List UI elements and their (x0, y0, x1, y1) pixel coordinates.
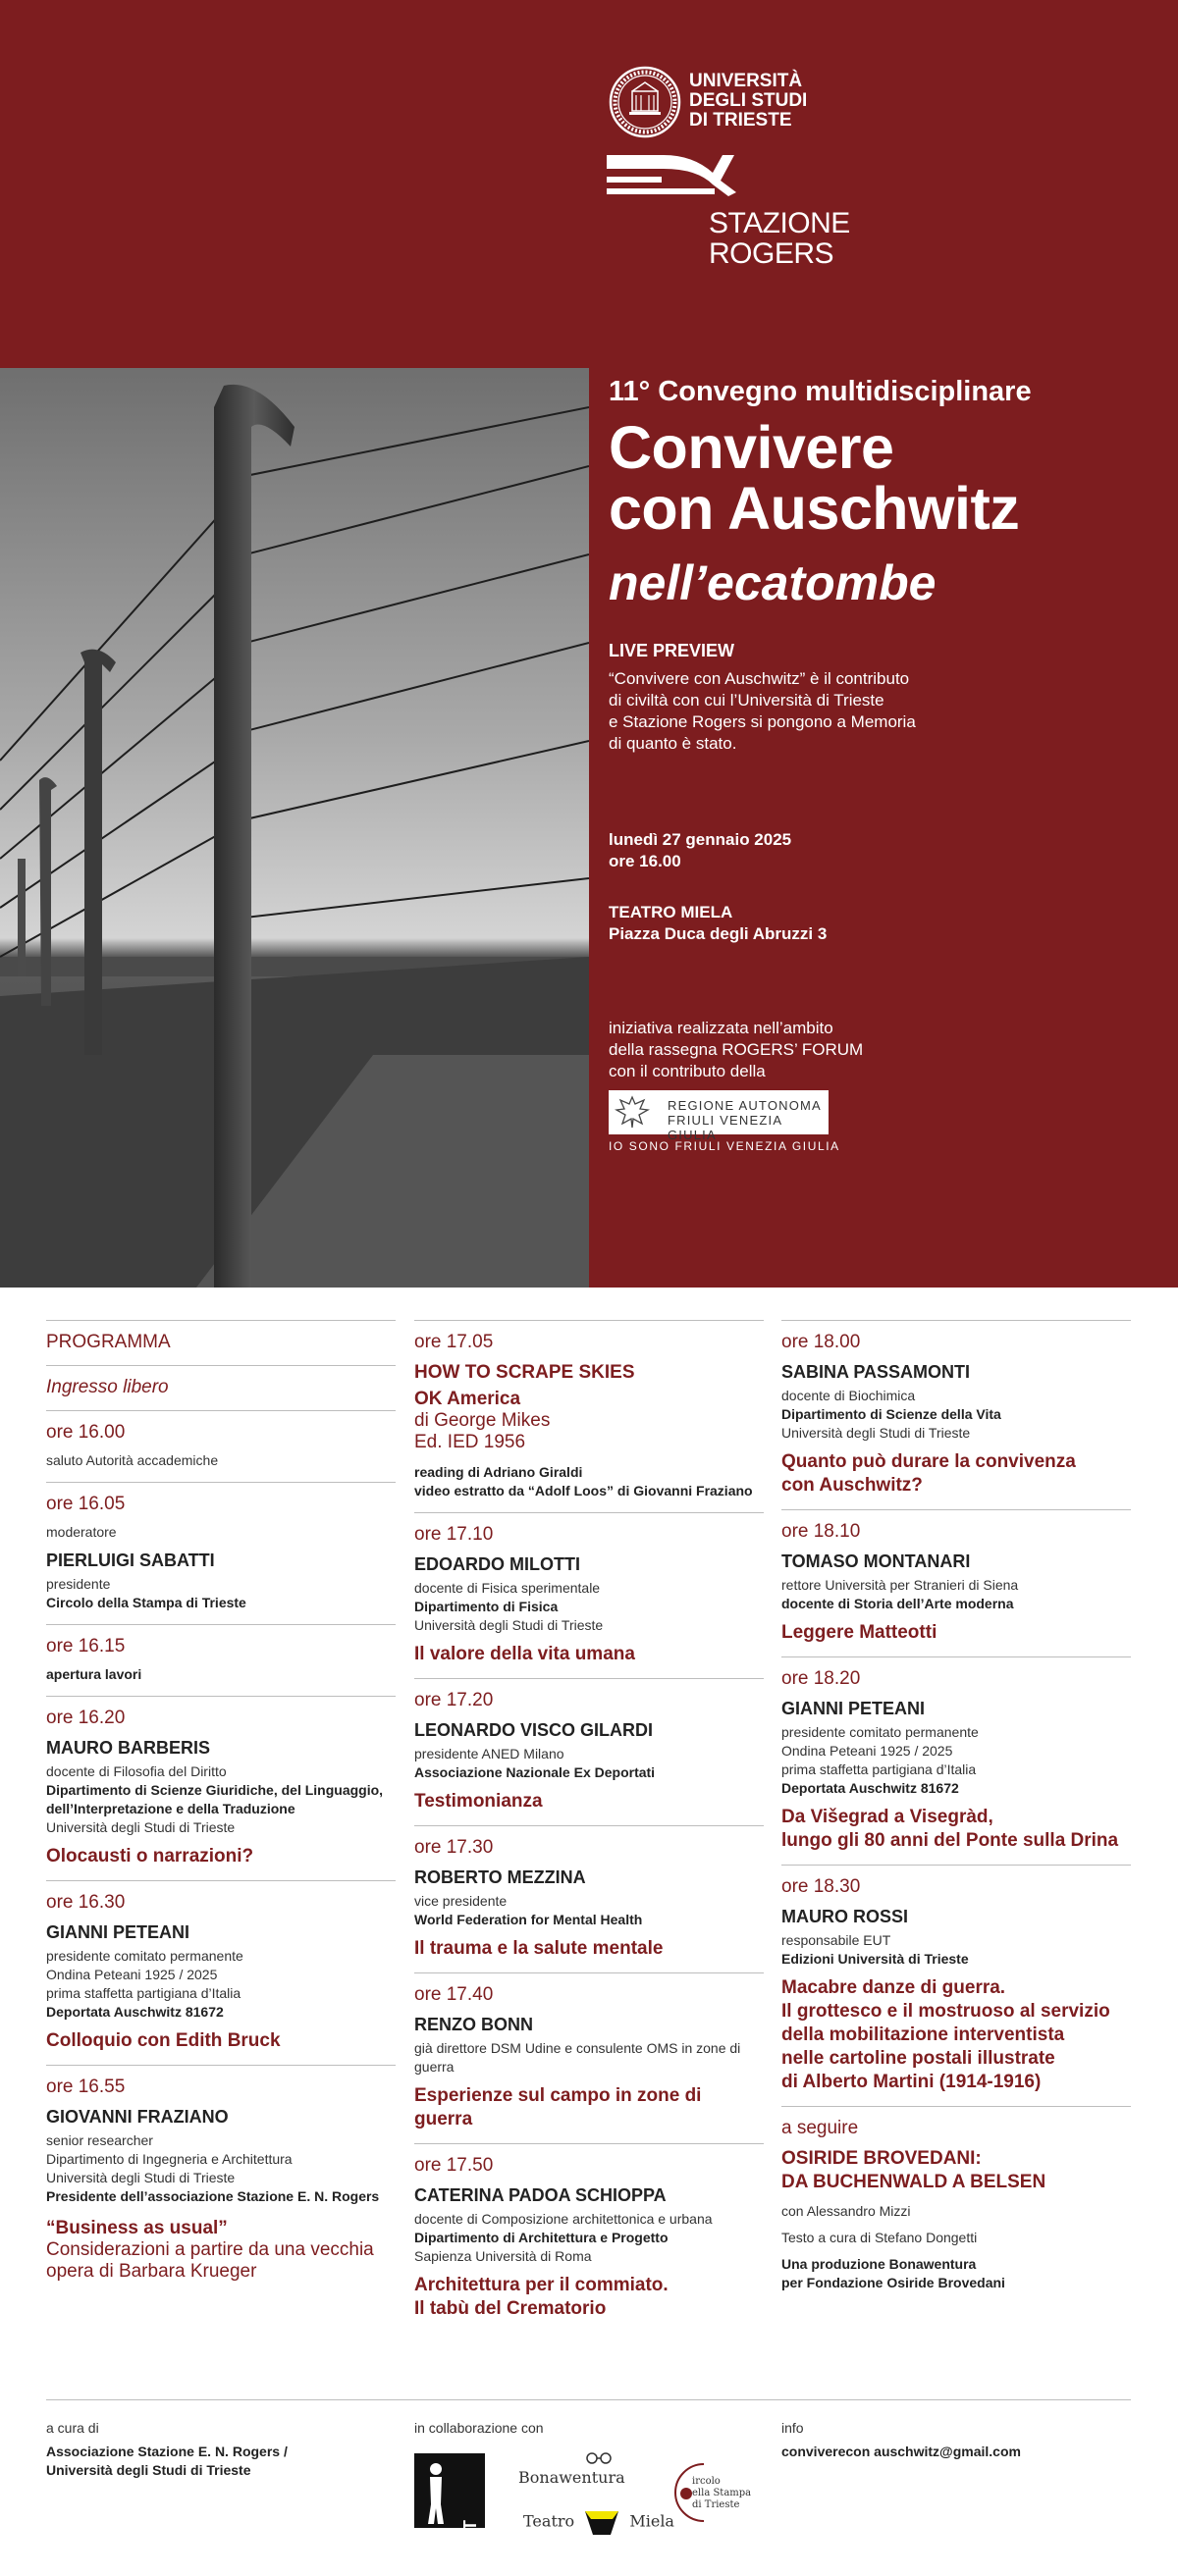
talk-subtitle: Considerazioni a partire da una vecchia (46, 2239, 374, 2260)
item-heading: DA BUCHENWALD A BELSEN (781, 2172, 1046, 2192)
eut-logo (414, 2453, 485, 2555)
entry-note (46, 1365, 396, 1410)
event-date (609, 829, 791, 872)
talk-subtitle: opera di Barbara Krueger (46, 2261, 257, 2282)
speaker-desc: presidente comitato permanente (781, 1724, 979, 1740)
talk-title: Testimonianza (414, 1791, 543, 1812)
speaker-name: GIANNI PETEANI (781, 1699, 926, 1718)
speaker-org: World Federation for Mental Health (414, 1912, 643, 1927)
film-credit: Ed. IED 1956 (414, 1432, 526, 1452)
curated-org: Università degli Studi di Trieste (46, 2462, 251, 2478)
program-column-3 (781, 1320, 1131, 2304)
speaker-desc: Dipartimento di Ingegneria e Architettura (46, 2151, 293, 2167)
event-subtitle: nell’ecatombe (609, 555, 937, 610)
item-time: ore 17.10 (414, 1524, 494, 1545)
program-item (781, 1320, 1131, 1509)
circolo-text (692, 2476, 751, 2511)
program-item (414, 1320, 764, 1512)
entry-label: Ingresso libero (46, 1377, 169, 1397)
item-time: ore 16.30 (46, 1892, 126, 1913)
item-label: a seguire (781, 2118, 859, 2138)
talk-title: della mobilitazione interventista (781, 2024, 1065, 2045)
footer-info (781, 2419, 1021, 2461)
talk-title: Leggere Matteotti (781, 1622, 937, 1643)
item-time: ore 17.50 (414, 2155, 494, 2176)
region-name-line: FRIULI VENEZIA GIULIA (668, 1113, 782, 1142)
speaker-desc: presidente comitato permanente (46, 1948, 243, 1964)
film-credit: di George Mikes (414, 1410, 551, 1431)
program-item (781, 1865, 1131, 2106)
item-role: moderatore (46, 1524, 117, 1540)
initiative-line: della rassegna ROGERS’ FORUM (609, 1040, 864, 1059)
speaker-desc: presidente ANED Milano (414, 1746, 564, 1761)
miela-text: Miela (629, 2511, 674, 2531)
talk-title: Macabre danze di guerra. (781, 1977, 1006, 1998)
speaker-desc: docente di Composizione architettonica e urbana (414, 2211, 713, 2227)
program-column-2 (414, 1320, 764, 2333)
info-label: info (781, 2420, 804, 2436)
speaker-uni: Sapienza Università di Roma (414, 2248, 592, 2264)
event-title-line: con Auschwitz (609, 475, 1020, 542)
speaker-name: SABINA PASSAMONTI (781, 1362, 971, 1382)
speaker-desc: Ondina Peteani 1925 / 2025 (46, 1967, 218, 1982)
region-name-line: REGIONE AUTONOMA (668, 1098, 822, 1113)
item-time: ore 17.05 (414, 1332, 494, 1352)
program-item (46, 1696, 396, 1880)
event-venue (609, 880, 827, 945)
speaker-name: MAURO ROSSI (781, 1907, 909, 1926)
bonaventura-logo (518, 2468, 625, 2487)
talk-title: con Auschwitz? (781, 1475, 923, 1496)
speaker-name: RENZO BONN (414, 2015, 533, 2034)
speaker-desc: presidente (46, 1576, 111, 1592)
program-item (414, 1512, 764, 1678)
speaker-desc: senior researcher (46, 2132, 153, 2148)
item-time: ore 17.40 (414, 1984, 494, 2005)
speaker-org: Dipartimento di Architettura e Progetto (414, 2230, 669, 2245)
initiative-text (609, 1018, 863, 1082)
item-heading: OSIRIDE BROVEDANI: (781, 2148, 982, 2169)
speaker-org: Presidente dell’associazione Stazione E. N. Rogers (46, 2188, 380, 2204)
talk-title: “Business as usual” (46, 2218, 228, 2238)
stazione-rogers-logo-icon (607, 147, 744, 206)
talk-title: Il tabù del Crematorio (414, 2298, 607, 2319)
live-preview-line: di civiltà con cui l’Università di Trieste (609, 691, 884, 710)
program-item (46, 2065, 396, 2294)
talk-title: Da Višegrad a Visegràd, (781, 1807, 993, 1827)
venue-address: Piazza Duca degli Abruzzi 3 (609, 924, 828, 943)
talk-title: nelle cartoline postali illustrate (781, 2048, 1055, 2069)
footer-divider (46, 2399, 1131, 2400)
collab-label: in collaborazione con (414, 2420, 544, 2436)
region-name (668, 1098, 829, 1142)
talk-title: Quanto può durare la convivenza (781, 1451, 1076, 1472)
curated-label: a cura di (46, 2420, 99, 2436)
item-time: ore 16.55 (46, 2077, 126, 2097)
bonaventura-text: Bonawentura (518, 2468, 625, 2487)
talk-title: lungo gli 80 anni del Ponte sulla Drina (781, 1830, 1119, 1851)
speaker-desc: responsabile EUT (781, 1932, 891, 1948)
speaker-name: GIOVANNI FRAZIANO (46, 2107, 229, 2127)
live-preview-label: LIVE PREVIEW (609, 641, 735, 660)
item-with: con Alessandro Mizzi (781, 2203, 911, 2219)
item-time: ore 17.20 (414, 1690, 494, 1710)
item-production: per Fondazione Osiride Brovedani (781, 2275, 1005, 2290)
speaker-desc: docente di Biochimica (781, 1388, 916, 1403)
program-header (46, 1320, 396, 1365)
item-time: ore 18.00 (781, 1332, 861, 1352)
curated-org: Associazione Stazione E. N. Rogers / (46, 2444, 288, 2459)
program-item (414, 1972, 764, 2143)
item-text: apertura lavori (46, 1666, 142, 1682)
live-preview-line: di quanto è stato. (609, 734, 737, 753)
program-item (46, 1482, 396, 1624)
speaker-name: ROBERTO MEZZINA (414, 1867, 586, 1887)
initiative-line: iniziativa realizzata nell’ambito (609, 1019, 833, 1037)
program-item (414, 2143, 764, 2333)
speaker-uni: Università degli Studi di Trieste (46, 1819, 236, 1835)
speaker-org: Dipartimento di Scienze Giuridiche, del Linguaggio, (46, 1782, 384, 1798)
stazione-rogers-name (709, 208, 850, 269)
event-title (609, 414, 1020, 542)
talk-title: Colloquio con Edith Bruck (46, 2030, 281, 2051)
live-preview-text (609, 668, 942, 755)
item-time: ore 16.05 (46, 1494, 126, 1514)
stazione-line: ROGERS (709, 237, 834, 270)
talk-title: Il valore della vita umana (414, 1644, 635, 1664)
speaker-name: TOMASO MONTANARI (781, 1551, 971, 1571)
circolo-line: ella Stampa (692, 2488, 752, 2498)
eut-figure-icon (414, 2453, 485, 2528)
teatro-text: Teatro (523, 2511, 575, 2531)
item-text: Testo a cura di Stefano Dongetti (781, 2230, 978, 2245)
item-time: ore 16.15 (46, 1636, 126, 1656)
item-note: reading di Adriano Giraldi (414, 1464, 583, 1480)
speaker-desc: docente di Fisica sperimentale (414, 1580, 601, 1596)
speaker-org: dell’Interpretazione e della Traduzione (46, 1801, 295, 1816)
event-date-day: lunedì 27 gennaio 2025 (609, 830, 792, 849)
item-heading: HOW TO SCRAPE SKIES (414, 1362, 635, 1383)
item-text: saluto Autorità accademiche (46, 1452, 219, 1468)
program-column-1 (46, 1320, 396, 2294)
venue-name: TEATRO MIELA (609, 903, 733, 921)
speaker-desc: rettore Università per Stranieri di Siena (781, 1577, 1019, 1593)
university-name-line: DI TRIESTE (689, 110, 792, 131)
program-item (46, 1410, 396, 1482)
eut-logo-text: EUT (460, 2520, 480, 2555)
speaker-desc: vice presidente (414, 1893, 508, 1909)
miela-pentagon-icon (583, 2507, 620, 2537)
speaker-name: PIERLUIGI SABATTI (46, 1551, 215, 1570)
barbed-wire-fence-photo (0, 368, 589, 1288)
talk-title: Architettura per il commiato. (414, 2275, 669, 2295)
talk-title: Olocausti o narrazioni? (46, 1846, 254, 1866)
film-title: OK America (414, 1389, 521, 1409)
university-seal-icon (609, 66, 681, 138)
speaker-desc: guerra (414, 2059, 455, 2075)
speaker-desc: prima staffetta partigiana d’Italia (46, 1985, 241, 2001)
item-time: ore 16.00 (46, 1422, 126, 1443)
talk-title: Il trauma e la salute mentale (414, 1938, 664, 1959)
event-date-time: ore 16.00 (609, 852, 681, 870)
speaker-org: Dipartimento di Fisica (414, 1599, 559, 1614)
speaker-name: CATERINA PADOA SCHIOPPA (414, 2185, 667, 2205)
glasses-icon (585, 2452, 613, 2464)
hero-section (0, 368, 1178, 1288)
header (0, 0, 1178, 368)
circolo-stampa-logo (670, 2458, 752, 2527)
program-label: PROGRAMMA (46, 1332, 171, 1352)
speaker-org: Deportata Auschwitz 81672 (46, 2004, 224, 2020)
initiative-line: con il contributo della (609, 1062, 766, 1080)
region-logo (609, 1090, 829, 1142)
item-time: ore 18.30 (781, 1876, 861, 1897)
program-item (414, 1678, 764, 1825)
speaker-desc: Università degli Studi di Trieste (46, 2170, 236, 2185)
speaker-desc: Ondina Peteani 1925 / 2025 (781, 1743, 953, 1759)
university-name (689, 72, 807, 131)
speaker-desc: prima staffetta partigiana d’Italia (781, 1761, 977, 1777)
live-preview-line: “Convivere con Auschwitz” è il contributo (609, 669, 910, 688)
footer-curated (46, 2419, 288, 2480)
circolo-line: di Trieste (692, 2499, 740, 2510)
speaker-uni: Università degli Studi di Trieste (781, 1425, 971, 1441)
speaker-org: Circolo della Stampa di Trieste (46, 1595, 246, 1610)
item-note: video estratto da “Adolf Loos” di Giovanni Fraziano (414, 1483, 753, 1498)
program-item (414, 1825, 764, 1972)
speaker-uni: Università degli Studi di Trieste (414, 1617, 604, 1633)
speaker-desc: docente di Filosofia del Diritto (46, 1763, 227, 1779)
item-time: ore 17.30 (414, 1837, 494, 1858)
program-item (46, 1880, 396, 2065)
teatro-miela-logo (523, 2507, 674, 2537)
speaker-org: Associazione Nazionale Ex Deportati (414, 1764, 656, 1780)
item-time: ore 18.20 (781, 1668, 861, 1689)
event-title-line: Convivere (609, 414, 894, 481)
program-item (46, 1624, 396, 1696)
program-item (781, 1656, 1131, 1865)
speaker-org: docente di Storia dell’Arte moderna (781, 1596, 1014, 1611)
program-item (781, 1509, 1131, 1656)
talk-title: Il grottesco e il mostruoso al servizio (781, 2001, 1110, 2022)
speaker-name: LEONARDO VISCO GILARDI (414, 1720, 654, 1740)
stazione-line: STAZIONE (709, 207, 850, 239)
university-name-line: UNIVERSITÀ (689, 71, 803, 91)
circolo-line: ircolo (692, 2476, 721, 2487)
speaker-desc: già direttore DSM Udine e consulente OMS in zone di (414, 2040, 741, 2056)
region-motto: IO SONO FRIULI VENEZIA GIULIA (609, 1139, 840, 1153)
speaker-org: Edizioni Università di Trieste (781, 1951, 969, 1967)
info-email-link[interactable]: conviverecon auschwitz@gmail.com (781, 2444, 1021, 2459)
speaker-org: Deportata Auschwitz 81672 (781, 1780, 959, 1796)
item-time: ore 16.20 (46, 1708, 126, 1728)
event-kicker: 11° Convegno multidisciplinare (609, 376, 1032, 407)
item-production: Una produzione Bonawentura (781, 2256, 977, 2272)
talk-title: Esperienze sul campo in zone di guerra (414, 2085, 702, 2129)
speaker-org: Dipartimento di Scienze della Vita (781, 1406, 1001, 1422)
program-item (781, 2106, 1131, 2304)
live-preview-line: e Stazione Rogers si pongono a Memoria (609, 712, 916, 731)
talk-title: di Alberto Martini (1914-1916) (781, 2072, 1042, 2092)
speaker-name: MAURO BARBERIS (46, 1738, 211, 1758)
item-time: ore 18.10 (781, 1521, 861, 1542)
university-name-line: DEGLI STUDI (689, 90, 808, 111)
footer-collab (414, 2419, 544, 2437)
speaker-name: EDOARDO MILOTTI (414, 1554, 580, 1574)
speaker-name: GIANNI PETEANI (46, 1922, 190, 1942)
eagle-icon (615, 1094, 650, 1130)
